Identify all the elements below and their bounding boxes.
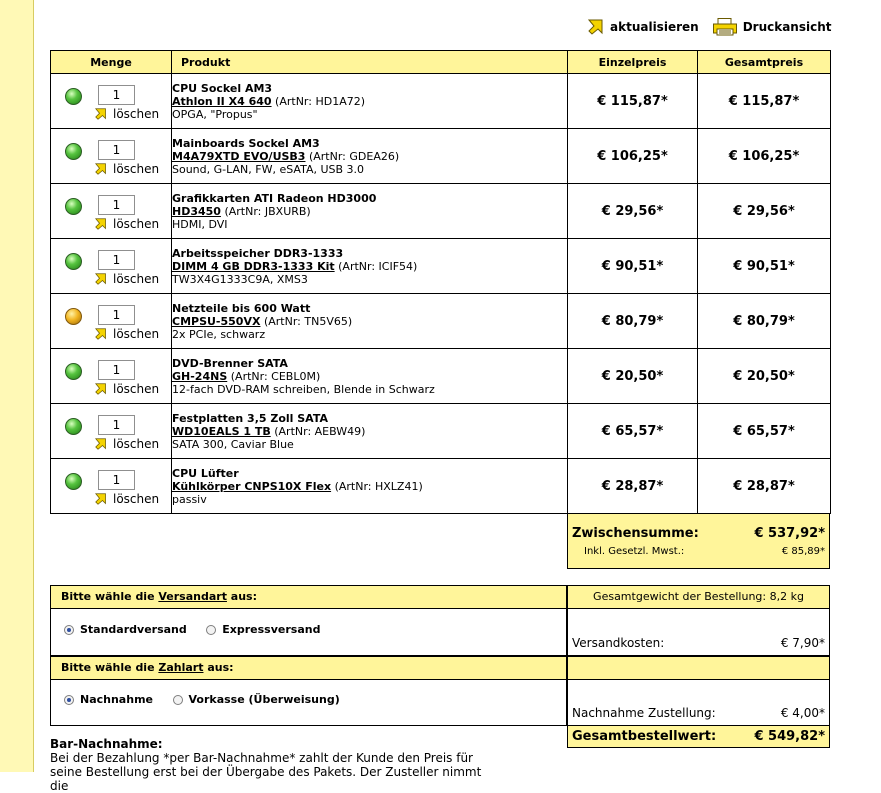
product-cell (172, 129, 568, 184)
top-actions (588, 17, 832, 37)
delete-arrow-icon (95, 218, 107, 230)
delete-arrow-icon (95, 383, 107, 395)
product-category: Grafikkarten ATI Radeon HD3000 (172, 191, 377, 205)
payment-method-link[interactable]: Zahlart (158, 661, 204, 674)
table-row (51, 184, 831, 239)
order-weight: Gesamtgewicht der Bestellung: 8,2 kg (593, 590, 804, 603)
product-description: passiv (172, 492, 207, 506)
shipping-method-link[interactable]: Versandart (158, 590, 227, 603)
product-name-link[interactable]: HD3450 (172, 204, 221, 218)
product-description: 2x PCIe, schwarz (172, 327, 266, 341)
product-category: Festplatten 3,5 Zoll SATA (172, 411, 329, 425)
qty-cell (51, 349, 172, 404)
vat-value: € 85,89* (781, 546, 825, 557)
availability-status-icon (65, 253, 82, 270)
product-description: TW3X4G1333C9A, XMS3 (172, 272, 308, 286)
radio-prepayment-dot (173, 695, 183, 705)
qty-cell (51, 74, 172, 129)
standard-shipping-label: Standardversand (80, 623, 187, 636)
availability-status-icon (65, 308, 82, 325)
delete-arrow-icon (95, 493, 107, 505)
shipping-cost-cell (567, 609, 830, 656)
delete-button[interactable] (95, 327, 159, 341)
availability-status-icon (65, 418, 82, 435)
quantity-input[interactable] (98, 195, 135, 215)
product-description: SATA 300, Caviar Blue (172, 437, 294, 451)
unit-price: € 28,87* (568, 459, 698, 514)
product-name-link[interactable]: CMPSU-550VX (172, 314, 261, 328)
qty-cell (51, 404, 172, 459)
prepayment-label: Vorkasse (Überweisung) (188, 693, 340, 706)
quantity-input[interactable] (98, 415, 135, 435)
refresh-button[interactable] (588, 19, 699, 35)
product-name-link[interactable]: M4A79XTD EVO/USB3 (172, 149, 306, 163)
delete-button[interactable] (95, 492, 159, 506)
product-category: DVD-Brenner SATA (172, 356, 288, 370)
table-row (51, 239, 831, 294)
product-artnr: (ArtNr: AEBW49) (274, 424, 366, 438)
delete-button[interactable] (95, 162, 159, 176)
payment-note-text: Bei der Bezahlung *per Bar-Nachnahme* zahlt der Kunde den Preis für seine Bestellung erst bei der Übergabe des Pakets. Der Zusteller nimmt die (50, 751, 482, 793)
quantity-input[interactable] (98, 140, 135, 160)
table-row (51, 459, 831, 514)
print-view-button[interactable] (713, 18, 832, 36)
qty-cell (51, 129, 172, 184)
printer-icon (713, 18, 737, 36)
qty-cell (51, 459, 172, 514)
total-price: € 115,87* (698, 74, 831, 129)
quantity-input[interactable] (98, 85, 135, 105)
table-row (51, 294, 831, 349)
left-sidebar (0, 0, 34, 772)
product-artnr: (ArtNr: HXLZ41) (334, 479, 423, 493)
product-category: CPU Sockel AM3 (172, 81, 273, 95)
delete-label: löschen (113, 382, 160, 396)
radio-cash-on-delivery-dot (64, 695, 74, 705)
product-artnr: (ArtNr: ICIF54) (338, 259, 418, 273)
payment-cost-header-cell (567, 656, 830, 680)
grand-total-label: Gesamtbestellwert: (572, 729, 717, 744)
product-artnr: (ArtNr: HD1A72) (275, 94, 366, 108)
cart-table (50, 50, 831, 514)
refresh-arrow-icon (588, 19, 604, 35)
product-cell (172, 404, 568, 459)
product-category: Arbeitsspeicher DDR3-1333 (172, 246, 344, 260)
payment-note-title: Bar-Nachnahme: (50, 737, 163, 751)
vat-label: Inkl. Gesetzl. Mwst.: (584, 546, 685, 557)
product-name-link[interactable]: Athlon II X4 640 (172, 94, 272, 108)
product-description: OPGA, "Propus" (172, 107, 258, 121)
grand-total-cell (567, 726, 830, 748)
shipping-cost-value: € 7,90* (780, 636, 825, 650)
column-header-qty: Menge (51, 51, 172, 74)
product-artnr: (ArtNr: CEBL0M) (230, 369, 321, 383)
product-cell (172, 184, 568, 239)
column-header-total-price: Gesamtpreis (698, 51, 831, 74)
radio-express-shipping[interactable] (206, 623, 320, 636)
product-description: HDMI, DVI (172, 217, 228, 231)
product-category: Netzteile bis 600 Watt (172, 301, 311, 315)
availability-status-icon (65, 88, 82, 105)
quantity-input[interactable] (98, 360, 135, 380)
subtotal-label: Zwischensumme: (572, 526, 699, 541)
quantity-input[interactable] (98, 305, 135, 325)
unit-price: € 29,56* (568, 184, 698, 239)
costs-box (567, 585, 830, 748)
availability-status-icon (65, 143, 82, 160)
delete-button[interactable] (95, 217, 159, 231)
delete-label: löschen (113, 492, 160, 506)
availability-status-icon (65, 473, 82, 490)
payment-header (50, 656, 567, 680)
payment-note (50, 737, 490, 793)
payment-title-suffix: aus: (203, 661, 234, 674)
delete-button[interactable] (95, 437, 159, 451)
product-description: Sound, G-LAN, FW, eSATA, USB 3.0 (172, 162, 365, 176)
total-price: € 29,56* (698, 184, 831, 239)
quantity-input[interactable] (98, 250, 135, 270)
unit-price: € 20,50* (568, 349, 698, 404)
availability-status-icon (65, 198, 82, 215)
unit-price: € 115,87* (568, 74, 698, 129)
availability-status-icon (65, 363, 82, 380)
shipping-options (50, 609, 567, 656)
unit-price: € 90,51* (568, 239, 698, 294)
product-category: CPU Lüfter (172, 466, 239, 480)
product-artnr: (ArtNr: JBXURB) (224, 204, 311, 218)
column-header-product: Produkt (172, 51, 568, 74)
shipping-title-suffix: aus: (226, 590, 257, 603)
table-row (51, 129, 831, 184)
table-row (51, 74, 831, 129)
print-view-label: Druckansicht (742, 20, 832, 34)
express-shipping-label: Expressversand (222, 623, 321, 636)
radio-standard-shipping[interactable] (64, 623, 187, 636)
delete-arrow-icon (95, 163, 107, 175)
product-cell (172, 349, 568, 404)
delete-arrow-icon (95, 438, 107, 450)
unit-price: € 65,57* (568, 404, 698, 459)
subtotal-box (567, 514, 830, 569)
quantity-input[interactable] (98, 470, 135, 490)
qty-cell (51, 184, 172, 239)
cod-cost-value: € 4,00* (780, 706, 825, 720)
table-row (51, 349, 831, 404)
cod-cost-label: Nachnahme Zustellung: (572, 706, 716, 720)
qty-cell (51, 294, 172, 349)
qty-cell (51, 239, 172, 294)
cod-cost-cell (567, 680, 830, 726)
delete-button[interactable] (95, 272, 159, 286)
grand-total-value: € 549,82* (754, 729, 825, 744)
delete-arrow-icon (95, 273, 107, 285)
table-row (51, 404, 831, 459)
radio-standard-shipping-dot (64, 625, 74, 635)
delete-button[interactable] (95, 107, 159, 121)
payment-options (50, 680, 567, 726)
delete-button[interactable] (95, 382, 159, 396)
product-cell (172, 459, 568, 514)
delete-label: löschen (113, 217, 160, 231)
shipping-cost-label: Versandkosten: (572, 636, 665, 650)
total-price: € 80,79* (698, 294, 831, 349)
cash-on-delivery-label: Nachnahme (80, 693, 153, 706)
radio-cash-on-delivery[interactable] (64, 693, 153, 706)
product-cell (172, 239, 568, 294)
product-cell (172, 294, 568, 349)
delete-label: löschen (113, 272, 160, 286)
shipping-title-prefix: Bitte wähle die (61, 590, 159, 603)
shipping-header (50, 585, 567, 609)
product-category: Mainboards Sockel AM3 (172, 136, 320, 150)
radio-prepayment[interactable] (173, 693, 340, 706)
product-name-link[interactable]: GH-24NS (172, 369, 228, 383)
product-name-link[interactable]: DIMM 4 GB DDR3-1333 Kit (172, 259, 335, 273)
product-artnr: (ArtNr: GDEA26) (308, 149, 400, 163)
delete-arrow-icon (95, 328, 107, 340)
delete-label: löschen (113, 162, 160, 176)
shipping-payment-box (50, 585, 567, 726)
weight-cell (567, 585, 830, 609)
product-artnr: (ArtNr: TN5V65) (263, 314, 353, 328)
product-name-link[interactable]: Kühlkörper CNPS10X Flex (172, 479, 332, 493)
total-price: € 20,50* (698, 349, 831, 404)
payment-title-prefix: Bitte wähle die (61, 661, 159, 674)
column-header-unit-price: Einzelpreis (568, 51, 698, 74)
delete-label: löschen (113, 107, 160, 121)
unit-price: € 106,25* (568, 129, 698, 184)
refresh-label: aktualisieren (610, 20, 699, 34)
total-price: € 28,87* (698, 459, 831, 514)
subtotal-value: € 537,92* (754, 526, 825, 541)
delete-label: löschen (113, 327, 160, 341)
product-description: 12-fach DVD-RAM schreiben, Blende in Schwarz (172, 382, 435, 396)
delete-label: löschen (113, 437, 160, 451)
radio-express-shipping-dot (206, 625, 216, 635)
unit-price: € 80,79* (568, 294, 698, 349)
delete-arrow-icon (95, 108, 107, 120)
total-price: € 106,25* (698, 129, 831, 184)
product-cell (172, 74, 568, 129)
product-name-link[interactable]: WD10EALS 1 TB (172, 424, 271, 438)
total-price: € 90,51* (698, 239, 831, 294)
total-price: € 65,57* (698, 404, 831, 459)
